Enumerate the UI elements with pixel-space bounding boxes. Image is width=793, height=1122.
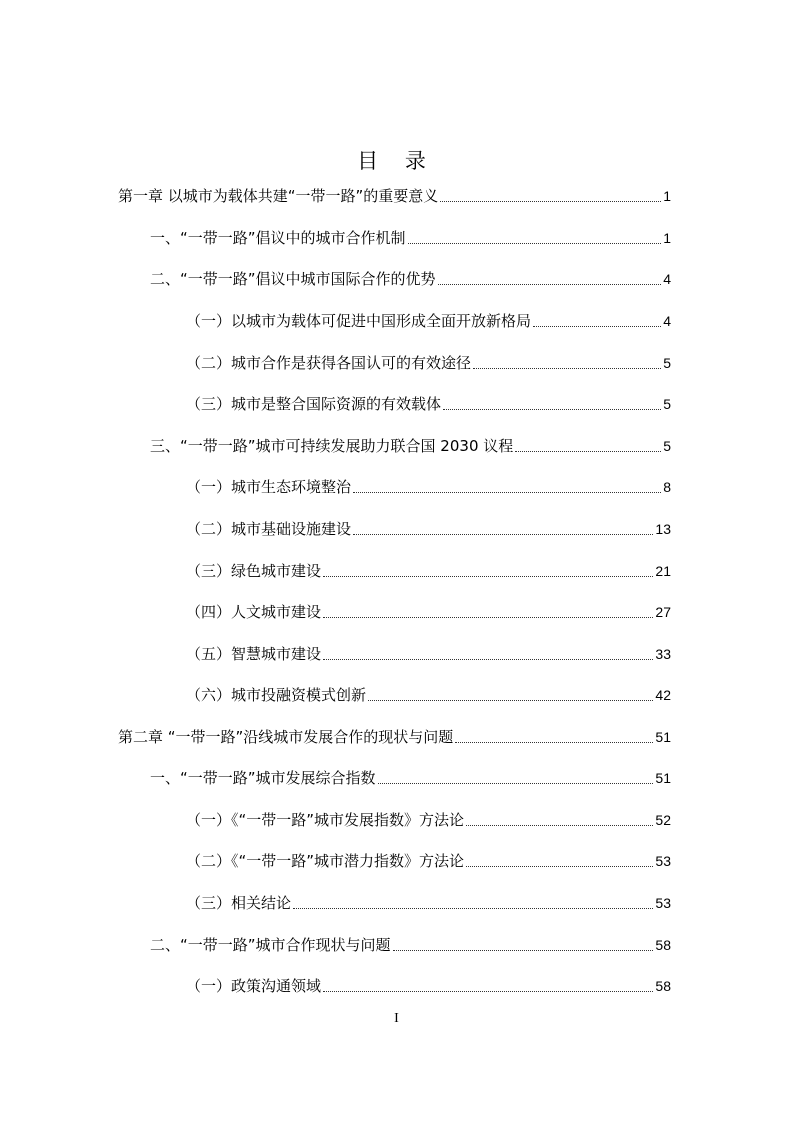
toc-entry-page: 4 xyxy=(663,271,671,287)
dot-leader xyxy=(473,368,661,369)
dot-leader xyxy=(515,451,661,452)
dot-leader xyxy=(378,783,654,784)
dot-leader xyxy=(438,284,662,285)
toc-entry[interactable] xyxy=(186,892,671,914)
toc-entry-page: 21 xyxy=(655,563,671,579)
toc-entry[interactable] xyxy=(118,726,671,748)
toc-entry-label: （二）城市合作是获得各国认可的有效途径 xyxy=(186,354,472,372)
toc-entry-label: （五）智慧城市建设 xyxy=(186,645,322,663)
dot-leader xyxy=(368,700,653,701)
dot-leader xyxy=(323,617,653,618)
toc-entry-page: 5 xyxy=(663,355,671,371)
toc-entry[interactable] xyxy=(150,227,671,249)
toc-entry[interactable] xyxy=(186,601,671,623)
toc-entry[interactable] xyxy=(186,518,671,540)
toc-entry[interactable] xyxy=(186,476,671,498)
toc-entry-label: （三）城市是整合国际资源的有效载体 xyxy=(186,395,442,413)
toc-entry[interactable] xyxy=(186,809,671,831)
toc-entry[interactable] xyxy=(186,643,671,665)
dot-leader xyxy=(293,908,653,909)
dot-leader xyxy=(466,825,653,826)
toc-entry-page: 52 xyxy=(655,812,671,828)
toc-entry[interactable] xyxy=(186,310,671,332)
toc-entry-label: 一、“一带一路”倡议中的城市合作机制 xyxy=(150,229,406,247)
dot-leader xyxy=(455,742,653,743)
toc-entry-page: 51 xyxy=(655,729,671,745)
toc-entry-page: 1 xyxy=(663,188,671,204)
toc-entry[interactable] xyxy=(186,684,671,706)
toc-entry-page: 5 xyxy=(663,438,671,454)
toc-entry[interactable] xyxy=(186,352,671,374)
toc-entry[interactable] xyxy=(186,850,671,872)
toc-title: 目 录 xyxy=(357,149,436,173)
toc-entry-label: （一）《“一带一路”城市发展指数》方法论 xyxy=(186,811,465,829)
dot-leader xyxy=(393,950,654,951)
dot-leader xyxy=(466,866,653,867)
toc-entry-label: （一）城市生态环境整治 xyxy=(186,478,352,496)
toc-entry[interactable] xyxy=(186,560,671,582)
toc-entry-page: 53 xyxy=(655,853,671,869)
dot-leader xyxy=(533,326,661,327)
toc-entry-page: 1 xyxy=(663,230,671,246)
toc-entry[interactable] xyxy=(186,975,671,997)
toc-entry-label: （四）人文城市建设 xyxy=(186,603,322,621)
toc-entry-page: 51 xyxy=(655,770,671,786)
toc-entry-label: （三）相关结论 xyxy=(186,894,292,912)
dot-leader xyxy=(323,659,653,660)
dot-leader xyxy=(353,534,653,535)
toc-entry-label: （二）《“一带一路”城市潜力指数》方法论 xyxy=(186,852,465,870)
toc-entry-page: 33 xyxy=(655,646,671,662)
toc-entry[interactable] xyxy=(150,268,671,290)
toc-entry[interactable] xyxy=(150,435,671,457)
dot-leader xyxy=(353,492,661,493)
toc-entry-page: 4 xyxy=(663,313,671,329)
toc-entry[interactable] xyxy=(150,767,671,789)
toc-entry-label: （一）政策沟通领域 xyxy=(186,977,322,995)
toc-entry-page: 13 xyxy=(655,521,671,537)
toc-entry-page: 42 xyxy=(655,687,671,703)
toc-entry[interactable] xyxy=(118,185,671,207)
dot-leader xyxy=(408,243,662,244)
dot-leader xyxy=(323,576,653,577)
page-number: I xyxy=(394,1011,399,1026)
toc-entry-page: 5 xyxy=(663,396,671,412)
toc-entry-label: （一）以城市为载体可促进中国形成全面开放新格局 xyxy=(186,312,532,330)
toc-entry-label: 二、“一带一路”城市合作现状与问题 xyxy=(150,936,391,954)
toc-entry-label: 二、“一带一路”倡议中城市国际合作的优势 xyxy=(150,270,436,288)
toc-entry-label: 第一章 以城市为载体共建“一带一路”的重要意义 xyxy=(118,187,439,205)
toc-entry-page: 27 xyxy=(655,604,671,620)
toc-entry-label: （六）城市投融资模式创新 xyxy=(186,686,367,704)
toc-entry-page: 58 xyxy=(655,937,671,953)
toc-entry[interactable] xyxy=(150,934,671,956)
toc-entry-page: 53 xyxy=(655,895,671,911)
dot-leader xyxy=(323,991,653,992)
toc-entry[interactable] xyxy=(186,393,671,415)
toc-entry-page: 58 xyxy=(655,978,671,994)
toc-entry-label: （三）绿色城市建设 xyxy=(186,562,322,580)
toc-entry-label: 第二章 “一带一路”沿线城市发展合作的现状与问题 xyxy=(118,728,454,746)
toc-entry-label: （二）城市基础设施建设 xyxy=(186,520,352,538)
toc-entry-label: 三、“一带一路”城市可持续发展助力联合国 2030 议程 xyxy=(150,437,514,455)
dot-leader xyxy=(440,201,661,202)
toc-entry-label: 一、“一带一路”城市发展综合指数 xyxy=(150,769,376,787)
dot-leader xyxy=(443,409,661,410)
toc-entry-page: 8 xyxy=(663,479,671,495)
